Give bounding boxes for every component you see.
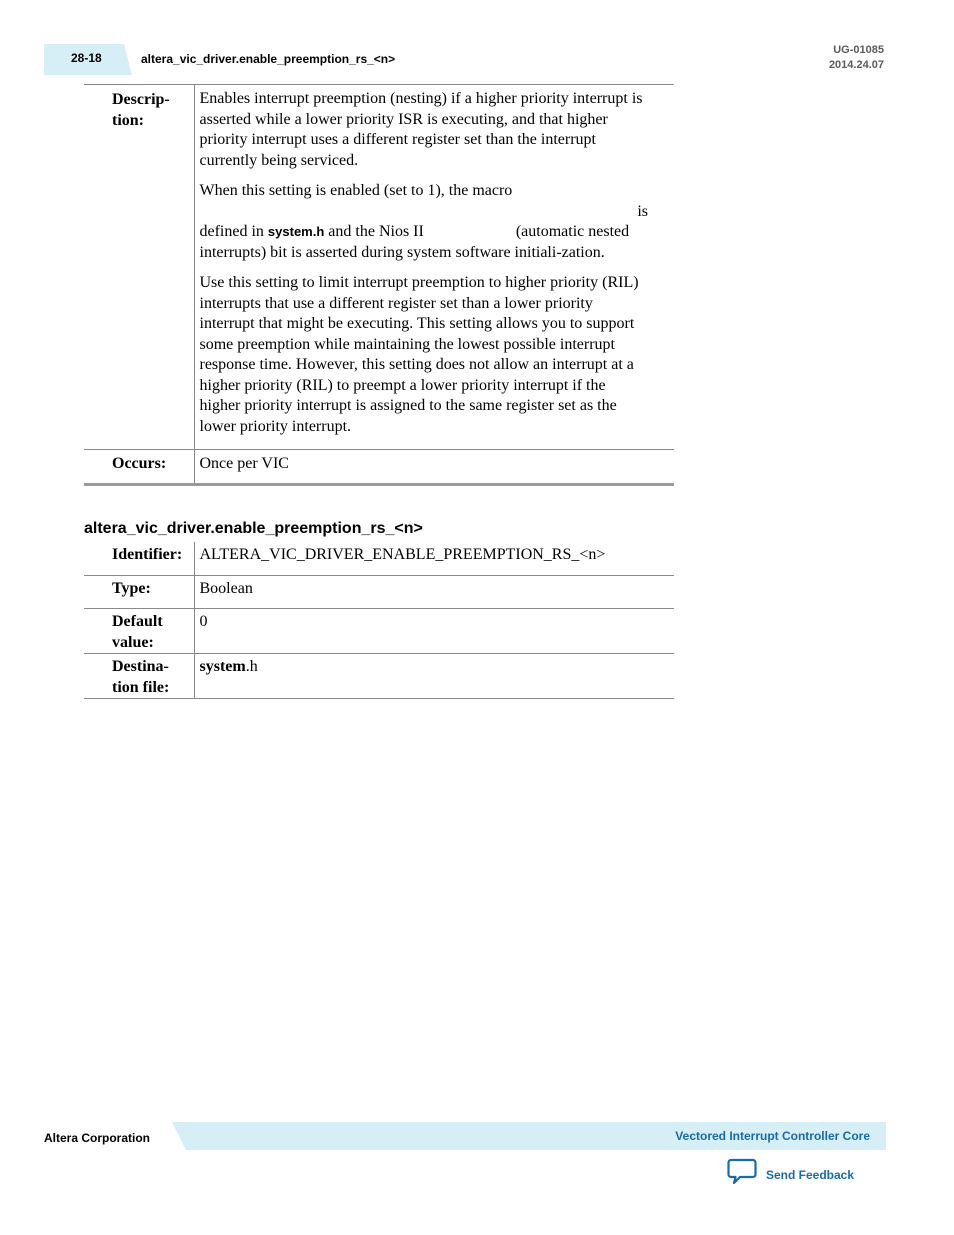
occurs-value: Once per VIC [194, 450, 674, 485]
description-paragraph-1: Enables interrupt preemption (nesting) if a higher priority interrupt is asserted while a lower priority ISR is executing, and that higher priority interrupt uses a different register set than the interrupt currently being serviced. [199, 90, 643, 169]
system-h-code: system.h [267, 224, 325, 239]
speech-bubble-icon [727, 1158, 757, 1191]
send-feedback-link[interactable] [727, 1158, 854, 1191]
footer-document-title[interactable]: Vectored Interrupt Controller Core [675, 1129, 870, 1143]
description-paragraph-2: When this setting is enabled (set to 1), the macro is defined in system.h and the Nios II (automatic nested interrupts) bit is asserted during system software initiali-zation. [199, 182, 648, 261]
document-meta [829, 43, 884, 73]
table-row [84, 450, 674, 485]
parameter-table-continued [84, 84, 674, 486]
type-value: Boolean [194, 575, 674, 609]
default-value: 0 [194, 609, 674, 654]
description-paragraph-3: Use this setting to limit interrupt preemption to higher priority (RIL) interrupts that use a different register set than a lower priority interrupt that might be executing. This setting allows you to support some preemption while maintaining the lowest possible interrupt response time. However, this setting does not allow an interrupt at a higher priority (RIL) to preempt a lower priority interrupt if the higher priority interrupt is assigned to the same register set as the lower priority interrupt. [199, 274, 639, 435]
table-row [84, 609, 674, 654]
document-id: UG-01085 [833, 44, 884, 56]
footer-company: Altera Corporation [44, 1131, 151, 1145]
destination-file-label: Destina- tion file: [84, 654, 194, 699]
table-row [84, 654, 674, 699]
description-label: Descrip- tion: [84, 85, 194, 450]
type-label: Type: [84, 575, 194, 609]
destination-file-value: system.h [194, 654, 674, 699]
default-value-label: Default value: [84, 609, 194, 654]
identifier-label: Identifier: [84, 542, 194, 575]
running-section-title: altera_vic_driver.enable_preemption_rs_<n> [141, 52, 396, 66]
page-number: 28-18 [71, 51, 102, 65]
table-row [84, 575, 674, 609]
section-heading: altera_vic_driver.enable_preemption_rs_<n> [84, 520, 423, 537]
table-row [84, 542, 674, 575]
table-row [84, 85, 674, 450]
send-feedback-label: Send Feedback [766, 1167, 855, 1182]
identifier-value: ALTERA_VIC_DRIVER_ENABLE_PREEMPTION_RS_<n> [194, 542, 674, 575]
parameter-table [84, 542, 674, 699]
description-value [194, 85, 674, 450]
occurs-label: Occurs: [84, 450, 194, 485]
document-date: 2014.24.07 [828, 59, 884, 71]
